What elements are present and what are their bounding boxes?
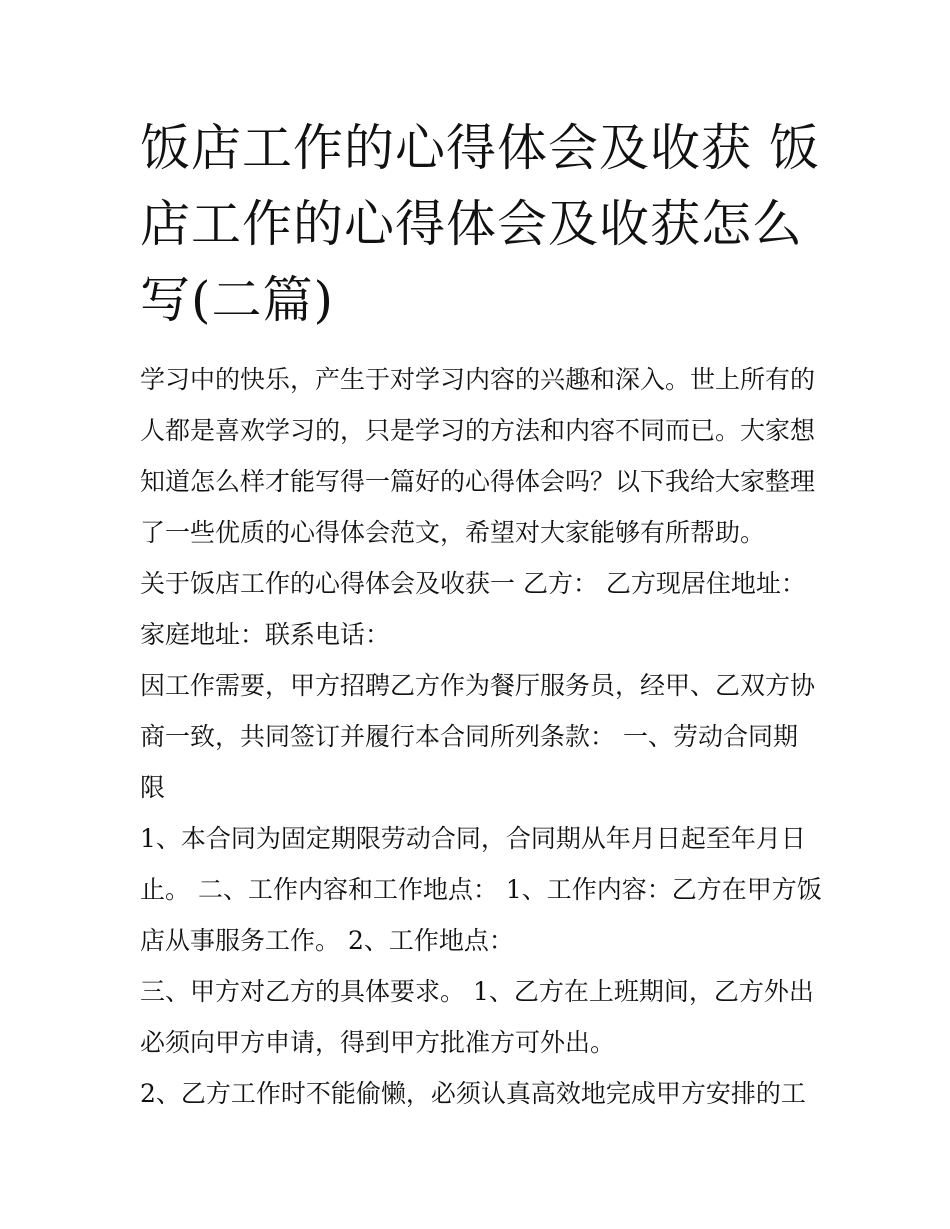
title-line: 写(二篇) bbox=[140, 271, 335, 329]
work-duty-paragraph bbox=[140, 1068, 820, 1119]
text-line: 2、乙方工作时不能偷懒，必须认真高效地完成甲方安排的工 bbox=[140, 1079, 806, 1108]
text-line: 必须向甲方申请，得到甲方批准方可外出。 bbox=[140, 1028, 616, 1057]
text-line: 止。 二、工作内容和工作地点： 1、工作内容：乙方在甲方饭 bbox=[140, 875, 822, 904]
text-line: 关于饭店工作的心得体会及收获一 乙方： 乙方现居住地址： bbox=[140, 569, 806, 598]
title-line: 店工作的心得体会及收获怎么 bbox=[140, 195, 803, 253]
text-line: 限 bbox=[140, 773, 166, 802]
title-line: 饭店工作的心得体会及收获 饭 bbox=[140, 119, 820, 177]
contract-term-paragraph bbox=[140, 813, 820, 966]
text-line: 了一些优质的心得体会范文，希望对大家能够有所帮助。 bbox=[140, 518, 766, 547]
intro-paragraph bbox=[140, 354, 820, 558]
contract-purpose-paragraph bbox=[140, 660, 820, 813]
document-content bbox=[140, 110, 820, 1119]
text-line: 家庭地址：联系电话： bbox=[140, 620, 391, 649]
text-line: 知道怎么样才能写得一篇好的心得体会吗？以下我给大家整理 bbox=[140, 467, 816, 496]
document-body bbox=[140, 354, 820, 1119]
requirements-paragraph bbox=[140, 966, 820, 1068]
text-line: 学习中的快乐，产生于对学习内容的兴趣和深入。世上所有的 bbox=[140, 365, 816, 394]
text-line: 三、甲方对乙方的具体要求。 1、乙方在上班期间，乙方外出 bbox=[140, 977, 814, 1006]
text-line: 店从事服务工作。 2、工作地点： bbox=[140, 926, 514, 955]
text-line: 因工作需要，甲方招聘乙方作为餐厅服务员，经甲、乙双方协 bbox=[140, 671, 816, 700]
text-line: 人都是喜欢学习的，只是学习的方法和内容不同而已。大家想 bbox=[140, 416, 816, 445]
page-title bbox=[140, 110, 820, 338]
party-info-paragraph bbox=[140, 558, 820, 660]
text-line: 1、本合同为固定期限劳动合同，合同期从年月日起至年月日 bbox=[140, 824, 806, 853]
text-line: 商一致，共同签订并履行本合同所列条款： 一、劳动合同期 bbox=[140, 722, 798, 751]
